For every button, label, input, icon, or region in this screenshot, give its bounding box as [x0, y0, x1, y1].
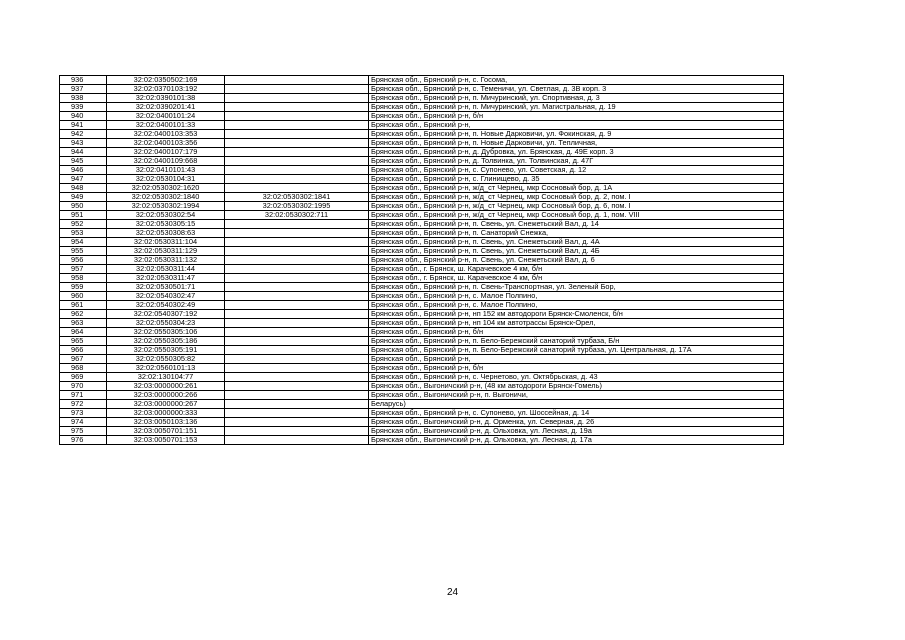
cadastral-number-cell: 32:02:0530305:15 [107, 220, 225, 229]
row-number-cell: 968 [60, 364, 107, 373]
cadastral-number-cell: 32:03:0050701:153 [107, 436, 225, 445]
address-cell: Брянская обл., Брянский р-н, с. Супонево, ул. Советская, д. 12 [369, 166, 784, 175]
address-cell: Брянская обл., Брянский р-н, ж/д_ст Чернец, мкр Сосновый бор, д. 1А [369, 184, 784, 193]
related-cadastral-number-cell [225, 121, 369, 130]
address-cell: Брянская обл., Брянский р-н, п. Новые Дарковичи, ул. Фокинская, д. 9 [369, 130, 784, 139]
related-cadastral-number-cell [225, 148, 369, 157]
row-number-cell: 972 [60, 400, 107, 409]
row-number-cell: 965 [60, 337, 107, 346]
address-cell: Брянская обл., Брянский р-н, ж/д_ст Чернец, мкр Сосновый бор, д. 2, пом. I [369, 193, 784, 202]
table-row [60, 265, 784, 274]
table-row [60, 364, 784, 373]
related-cadastral-number-cell [225, 292, 369, 301]
row-number-cell: 942 [60, 130, 107, 139]
table-row [60, 103, 784, 112]
cadastral-number-cell: 32:02:0530104:31 [107, 175, 225, 184]
related-cadastral-number-cell: 32:02:0530302:1841 [225, 193, 369, 202]
table-row [60, 184, 784, 193]
row-number-cell: 962 [60, 310, 107, 319]
address-cell: Брянская обл., Брянский р-н, б/н [369, 364, 784, 373]
row-number-cell: 969 [60, 373, 107, 382]
row-number-cell: 961 [60, 301, 107, 310]
table-row [60, 319, 784, 328]
cadastral-number-cell: 32:03:0050103:136 [107, 418, 225, 427]
cadastral-number-cell: 32:02:0550305:191 [107, 346, 225, 355]
row-number-cell: 956 [60, 256, 107, 265]
table-row [60, 238, 784, 247]
related-cadastral-number-cell [225, 139, 369, 148]
row-number-cell: 954 [60, 238, 107, 247]
related-cadastral-number-cell [225, 346, 369, 355]
related-cadastral-number-cell [225, 355, 369, 364]
row-number-cell: 958 [60, 274, 107, 283]
address-cell: Брянская обл., Брянский р-н, д. Дубровка, ул. Брянская, д. 49Е корп. 3 [369, 148, 784, 157]
cadastral-number-cell: 32:02:0550304:23 [107, 319, 225, 328]
address-cell: Брянская обл., Брянский р-н, [369, 121, 784, 130]
address-cell: Брянская обл., Выгоничский р-н, д. Ольховка, ул. Лесная, д. 19а [369, 427, 784, 436]
address-cell: Брянская обл., Брянский р-н, с. Чернетово, ул. Октябрьская, д. 43 [369, 373, 784, 382]
cadastral-number-cell: 32:02:0400109:668 [107, 157, 225, 166]
table-row [60, 130, 784, 139]
related-cadastral-number-cell [225, 391, 369, 400]
row-number-cell: 949 [60, 193, 107, 202]
related-cadastral-number-cell [225, 310, 369, 319]
address-cell: Брянская обл., Брянский р-н, нп 152 км автодороги Брянск-Смоленск, б/н [369, 310, 784, 319]
address-cell: Брянская обл., Брянский р-н, п. Свень, ул. Снежетьский Вал, д. 14 [369, 220, 784, 229]
address-cell: Брянская обл., Выгоничский р-н, д. Орменка, ул. Северная, д. 26 [369, 418, 784, 427]
address-cell: Брянская обл., Брянский р-н, б/н [369, 328, 784, 337]
address-cell: Брянская обл., Брянский р-н, с. Глинищево, д. 35 [369, 175, 784, 184]
row-number-cell: 936 [60, 76, 107, 85]
table-row [60, 220, 784, 229]
related-cadastral-number-cell [225, 76, 369, 85]
row-number-cell: 947 [60, 175, 107, 184]
related-cadastral-number-cell [225, 256, 369, 265]
address-cell: Брянская обл., Брянский р-н, с. Малое Полпино, [369, 292, 784, 301]
table-row [60, 193, 784, 202]
table-row [60, 121, 784, 130]
table-row [60, 166, 784, 175]
table-row [60, 301, 784, 310]
related-cadastral-number-cell [225, 85, 369, 94]
related-cadastral-number-cell [225, 112, 369, 121]
row-number-cell: 953 [60, 229, 107, 238]
related-cadastral-number-cell [225, 130, 369, 139]
address-cell: Брянская обл., Брянский р-н, п. Мичуринский, ул. Спортивная, д. 3 [369, 94, 784, 103]
table-row [60, 112, 784, 121]
row-number-cell: 971 [60, 391, 107, 400]
related-cadastral-number-cell [225, 409, 369, 418]
table-row [60, 328, 784, 337]
related-cadastral-number-cell [225, 319, 369, 328]
related-cadastral-number-cell [225, 184, 369, 193]
cadastral-number-cell: 32:02:0530311:44 [107, 265, 225, 274]
address-cell: Брянская обл., Брянский р-н, д. Толвинка, ул. Толвинская, д. 47Г [369, 157, 784, 166]
table-row [60, 391, 784, 400]
related-cadastral-number-cell [225, 427, 369, 436]
cadastral-number-cell: 32:03:0000000:267 [107, 400, 225, 409]
table-row [60, 85, 784, 94]
cadastral-number-cell: 32:02:0550305:106 [107, 328, 225, 337]
table-row [60, 175, 784, 184]
row-number-cell: 939 [60, 103, 107, 112]
cadastral-number-cell: 32:02:0400103:353 [107, 130, 225, 139]
row-number-cell: 960 [60, 292, 107, 301]
address-cell: Брянская обл., Выгоничский р-н, п. Выгоничи, [369, 391, 784, 400]
cadastral-number-cell: 32:02:0530302:1994 [107, 202, 225, 211]
address-cell: Брянская обл., Брянский р-н, п. Бело-Бережский санаторий турбаза, ул. Центральная, д. 17А [369, 346, 784, 355]
cadastral-number-cell: 32:02:0530308:63 [107, 229, 225, 238]
row-number-cell: 951 [60, 211, 107, 220]
cadastral-number-cell: 32:02:0390101:38 [107, 94, 225, 103]
related-cadastral-number-cell [225, 436, 369, 445]
table-row [60, 355, 784, 364]
related-cadastral-number-cell [225, 418, 369, 427]
address-cell: Брянская обл., Брянский р-н, п. Бело-Бережский санаторий турбаза, Б/н [369, 337, 784, 346]
row-number-cell: 944 [60, 148, 107, 157]
cadastral-number-cell: 32:02:0530302:54 [107, 211, 225, 220]
table-row [60, 400, 784, 409]
table-row [60, 148, 784, 157]
address-cell: Брянская обл., Брянский р-н, п. Свень, ул. Снежетьский Вал, д. 6 [369, 256, 784, 265]
row-number-cell: 964 [60, 328, 107, 337]
cadastral-number-cell: 32:03:0050701:151 [107, 427, 225, 436]
row-number-cell: 970 [60, 382, 107, 391]
related-cadastral-number-cell [225, 301, 369, 310]
cadastral-number-cell: 32:02:0540307:192 [107, 310, 225, 319]
table-row [60, 256, 784, 265]
related-cadastral-number-cell [225, 103, 369, 112]
address-cell: Брянская обл., Брянский р-н, п. Мичуринский, ул. Магистральная, д. 19 [369, 103, 784, 112]
table-row [60, 247, 784, 256]
table-row [60, 157, 784, 166]
table-row [60, 373, 784, 382]
cadastral-number-cell: 32:02:0400103:356 [107, 139, 225, 148]
cadastral-number-cell: 32:02:0550305:186 [107, 337, 225, 346]
table-row [60, 76, 784, 85]
cadastral-number-cell: 32:02:0530302:1620 [107, 184, 225, 193]
row-number-cell: 973 [60, 409, 107, 418]
row-number-cell: 946 [60, 166, 107, 175]
cadastral-number-cell: 32:02:130104:77 [107, 373, 225, 382]
related-cadastral-number-cell [225, 157, 369, 166]
related-cadastral-number-cell [225, 283, 369, 292]
cadastral-number-cell: 32:03:0000000:261 [107, 382, 225, 391]
table-row [60, 337, 784, 346]
related-cadastral-number-cell: 32:02:0530302:711 [225, 211, 369, 220]
cadastral-number-cell: 32:02:0530302:1840 [107, 193, 225, 202]
related-cadastral-number-cell [225, 274, 369, 283]
cadastral-number-cell: 32:02:0530311:47 [107, 274, 225, 283]
related-cadastral-number-cell [225, 265, 369, 274]
row-number-cell: 948 [60, 184, 107, 193]
cadastral-number-cell: 32:02:0350502:169 [107, 76, 225, 85]
row-number-cell: 937 [60, 85, 107, 94]
address-cell: Брянская обл., Брянский р-н, п. Новые Дарковичи, ул. Тепличная, [369, 139, 784, 148]
cadastral-number-cell: 32:03:0000000:333 [107, 409, 225, 418]
address-cell: Брянская обл., Брянский р-н, п. Свень, ул. Снежетьский Вал, д. 4Б [369, 247, 784, 256]
cadastral-number-cell: 32:02:0550305:82 [107, 355, 225, 364]
table-row [60, 229, 784, 238]
row-number-cell: 940 [60, 112, 107, 121]
row-number-cell: 975 [60, 427, 107, 436]
address-cell: Брянская обл., Выгоничский р-н, д. Ольховка, ул. Лесная, д. 17а [369, 436, 784, 445]
table-row [60, 310, 784, 319]
row-number-cell: 959 [60, 283, 107, 292]
related-cadastral-number-cell [225, 400, 369, 409]
table-row [60, 292, 784, 301]
cadastral-number-cell: 32:02:0400107:179 [107, 148, 225, 157]
row-number-cell: 952 [60, 220, 107, 229]
related-cadastral-number-cell [225, 373, 369, 382]
address-cell: Брянская обл., Брянский р-н, с. Супонево, ул. Шоссейная, д. 14 [369, 409, 784, 418]
page-number: 24 [446, 587, 459, 598]
table-row [60, 94, 784, 103]
row-number-cell: 943 [60, 139, 107, 148]
row-number-cell: 976 [60, 436, 107, 445]
related-cadastral-number-cell [225, 166, 369, 175]
related-cadastral-number-cell [225, 94, 369, 103]
related-cadastral-number-cell [225, 328, 369, 337]
registry-table-body [60, 76, 784, 445]
address-cell: Брянская обл., Брянский р-н, п. Свень, ул. Снежетьский Вал, д. 4А [369, 238, 784, 247]
cadastral-number-cell: 32:02:0560101:13 [107, 364, 225, 373]
row-number-cell: 974 [60, 418, 107, 427]
cadastral-number-cell: 32:02:0400101:33 [107, 121, 225, 130]
address-cell: Брянская обл., Брянский р-н, б/н [369, 112, 784, 121]
related-cadastral-number-cell [225, 229, 369, 238]
address-cell: Брянская обл., Брянский р-н, с. Теменичи, ул. Светлая, д. 3В корп. 3 [369, 85, 784, 94]
table-row [60, 139, 784, 148]
cadastral-number-cell: 32:02:0400101:24 [107, 112, 225, 121]
table-row [60, 202, 784, 211]
row-number-cell: 941 [60, 121, 107, 130]
cadastral-number-cell: 32:02:0410101:43 [107, 166, 225, 175]
address-cell: Брянская обл., Брянский р-н, ж/д_ст Чернец, мкр Сосновый бор, д. 6, пом. I [369, 202, 784, 211]
cadastral-number-cell: 32:03:0000000:266 [107, 391, 225, 400]
cadastral-number-cell: 32:02:0530501:71 [107, 283, 225, 292]
related-cadastral-number-cell [225, 247, 369, 256]
row-number-cell: 957 [60, 265, 107, 274]
related-cadastral-number-cell [225, 382, 369, 391]
property-registry-table [59, 75, 784, 445]
cadastral-number-cell: 32:02:0530311:132 [107, 256, 225, 265]
row-number-cell: 963 [60, 319, 107, 328]
address-cell: Брянская обл., г. Брянск, ш. Карачевское 4 км, б/н [369, 265, 784, 274]
related-cadastral-number-cell [225, 238, 369, 247]
cadastral-number-cell: 32:02:0530311:129 [107, 247, 225, 256]
cadastral-number-cell: 32:02:0540302:47 [107, 292, 225, 301]
table-row [60, 274, 784, 283]
related-cadastral-number-cell: 32:02:0530302:1995 [225, 202, 369, 211]
row-number-cell: 945 [60, 157, 107, 166]
cadastral-number-cell: 32:02:0530311:104 [107, 238, 225, 247]
row-number-cell: 955 [60, 247, 107, 256]
table-row [60, 283, 784, 292]
table-row [60, 211, 784, 220]
related-cadastral-number-cell [225, 337, 369, 346]
address-cell: Беларусь) [369, 400, 784, 409]
address-cell: Брянская обл., Брянский р-н, [369, 355, 784, 364]
address-cell: Брянская обл., Брянский р-н, с. Госома, [369, 76, 784, 85]
table-row [60, 418, 784, 427]
cadastral-number-cell: 32:02:0370103:192 [107, 85, 225, 94]
row-number-cell: 938 [60, 94, 107, 103]
address-cell: Брянская обл., г. Брянск, ш. Карачевское 4 км, б/н [369, 274, 784, 283]
table-row [60, 409, 784, 418]
row-number-cell: 967 [60, 355, 107, 364]
address-cell: Брянская обл., Выгоничский р-н, (48 км автодороги Брянск-Гомель) [369, 382, 784, 391]
table-row [60, 427, 784, 436]
cadastral-number-cell: 32:02:0390201:41 [107, 103, 225, 112]
cadastral-number-cell: 32:02:0540302:49 [107, 301, 225, 310]
row-number-cell: 950 [60, 202, 107, 211]
table-row [60, 346, 784, 355]
address-cell: Брянская обл., Брянский р-н, нп 104 км автотрассы Брянск-Орел, [369, 319, 784, 328]
address-cell: Брянская обл., Брянский р-н, с. Малое Полпино, [369, 301, 784, 310]
address-cell: Брянская обл., Брянский р-н, п. Свень-Транспортная, ул. Зеленый Бор, [369, 283, 784, 292]
related-cadastral-number-cell [225, 220, 369, 229]
address-cell: Брянская обл., Брянский р-н, п. Санаторий Снежка, [369, 229, 784, 238]
address-cell: Брянская обл., Брянский р-н, ж/д_ст Чернец, мкр Сосновый бор, д. 1, пом. VIII [369, 211, 784, 220]
related-cadastral-number-cell [225, 175, 369, 184]
table-row [60, 382, 784, 391]
table-row [60, 436, 784, 445]
row-number-cell: 966 [60, 346, 107, 355]
related-cadastral-number-cell [225, 364, 369, 373]
